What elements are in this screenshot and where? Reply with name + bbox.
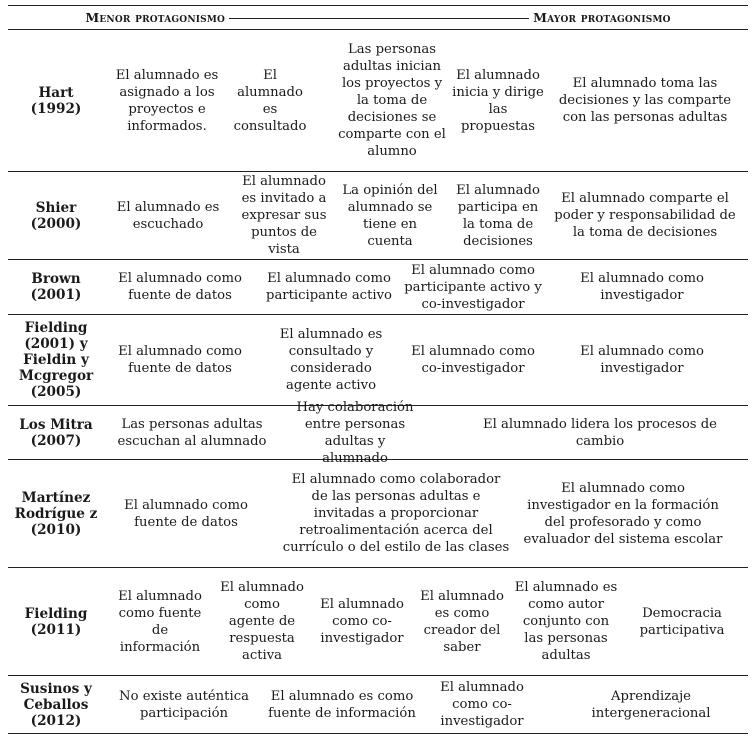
header-left-label: Menor protagonismo — [85, 9, 226, 25]
table-cell: El alumnado es escuchado — [116, 199, 220, 232]
table-cell: El alumnado como fuente de información — [118, 588, 202, 655]
table-cell: Las personas adultas inician los proyectos y la toma de decisiones se comparte con el alumno — [338, 42, 446, 159]
table-cell: El alumnado como agente de respuesta activa — [220, 580, 304, 663]
row-author: Brown (2001) — [30, 271, 82, 303]
table-cell: El alumnado lidera los procesos de cambio — [483, 416, 717, 449]
row-author: Los Mitra (2007) — [19, 416, 93, 449]
table-cell: El alumnado como co-investigador — [411, 344, 535, 376]
table-header — [8, 6, 748, 28]
table-cell: El alumnado como fuente de datos — [124, 497, 248, 530]
table-cell: El alumnado comparte el poder y responsabilidad de la toma de decisiones — [554, 191, 736, 240]
table-cell: El alumnado participa en la toma de decisiones — [456, 182, 540, 249]
table-cell: El alumnado como co-investigador — [440, 680, 524, 729]
table-cell: Democracia participativa — [639, 605, 725, 638]
table-cell: El alumnado como co-investigador — [320, 597, 404, 646]
table-cell: El alumnado es consultado y considerado agente activo — [279, 327, 383, 393]
table-cell: Hay colaboración entre personas adultas y alumnado — [296, 399, 414, 466]
row-author: Fielding (2011) — [24, 605, 88, 638]
table-cell: El alumnado es como creador del saber — [420, 588, 504, 655]
table-cell: Aprendizaje intergeneracional — [591, 688, 711, 721]
table-cell: El alumnado es como fuente de información — [268, 688, 416, 721]
table-cell: El alumnado como fuente de datos — [118, 344, 242, 376]
row-author: Shier (2000) — [30, 199, 82, 232]
row-author: Martínez Rodrígue z (2010) — [14, 489, 98, 538]
table-cell: El alumnado como investigador — [580, 271, 704, 303]
table-cell: El alumnado como colaborador de las personas adultas e invitadas a proporcionar retroalimentación acerca del currículo o del estilo de las clases — [282, 472, 510, 555]
header-right-label: Mayor protagonismo — [533, 9, 671, 25]
table-cell: El alumnado es asignado a los proyectos e informados. — [115, 67, 219, 134]
table-cell: El alumnado toma las decisiones y las comparte con las personas adultas — [558, 76, 732, 125]
table-cell: El alumnado como fuente de datos — [118, 271, 242, 303]
table-cell: El alumnado es como autor conjunto con las personas adultas — [514, 580, 618, 663]
row-author: Susinos y Ceballos (2012) — [20, 680, 92, 729]
table-cell: Las personas adultas escuchan al alumnado — [117, 416, 267, 449]
table-cell: El alumnado como investigador en la formación del profesorado y como evaluador del sistema escolar — [523, 480, 723, 547]
table-cell: El alumnado inicia y dirige las propuestas — [452, 67, 544, 134]
table-bottom-rule — [8, 733, 748, 734]
table-cell: No existe auténtica participación — [119, 688, 249, 721]
row-author: Fielding (2001) y Fieldin y Mcgregor (2005) — [18, 320, 94, 400]
table-cell: El alumnado como investigador — [580, 344, 704, 376]
table-cell: El alumnado es invitado a expresar sus puntos de vista — [241, 174, 327, 257]
table-top-rule — [8, 5, 748, 6]
row-author: Hart (1992) — [30, 84, 82, 117]
table-cell: El alumnado como participante activo y co-investigador — [404, 262, 542, 312]
table-cell: El alumnado es consultado — [233, 67, 307, 134]
table-cell: El alumnado como participante activo — [266, 271, 392, 303]
header-dash-line — [229, 18, 529, 19]
table-cell: La opinión del alumnado se tiene en cuenta — [342, 182, 438, 249]
